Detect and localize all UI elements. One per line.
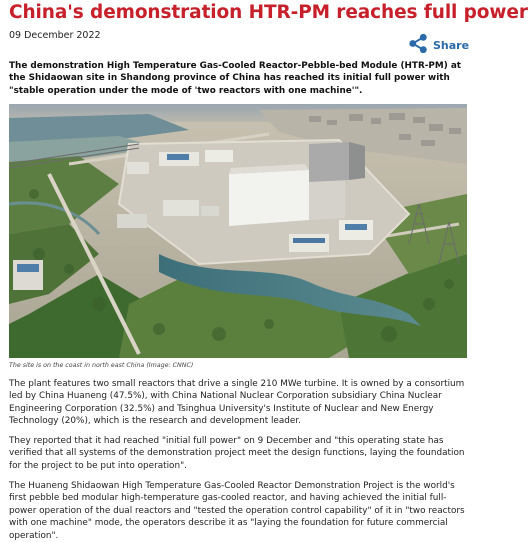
paragraph-1: The plant features two small reactors that drive a single 210 MWe turbine. It is owned by a consortium led by China Huaneng (47.5%), with China National Nuclear Corporation subsidiary China Nuclear Engineering Corporation (32.5%) and Tsinghua University's Institute of Nuclear and New Energy Technology (20%), which is the research and development leader. (9, 379, 465, 427)
paragraph-3: The Huaneng Shidaowan High Temperature Gas-Cooled Reactor Demonstration Project is the world's first pebble bed modular high-temperature gas-cooled reactor, and having achieved the initial full-power operation of the dual reactors and "tested the operation control capability" of it in "two reactors with one machine" mode, the operators describe it as "laying the foundation for future commercial operation". (9, 481, 465, 541)
paragraph-2: They reported that it had reached "initial full power" on 9 December and "this operating state has verified that all systems of the demonstration project meet the design functions, laying the foundation for the project to be put into operation". (9, 436, 465, 471)
photo-caption: The site is on the coast in north east China (Image: CNNC) (9, 362, 194, 369)
article-date: 09 December 2022 (9, 30, 101, 41)
share-label: Share (433, 39, 470, 52)
share-icon (408, 33, 429, 58)
share-button[interactable] (408, 33, 469, 58)
article-title: China's demonstration HTR-PM reaches full power (9, 2, 528, 23)
article-photo (9, 104, 467, 358)
article-lead: The demonstration High Temperature Gas-Cooled Reactor-Pebble-bed Module (HTR-PM) at the Shidaowan site in Shandong province of China has reached its initial full power with "stable operation under the mode of 'two reactors with one machine'". (9, 61, 462, 96)
